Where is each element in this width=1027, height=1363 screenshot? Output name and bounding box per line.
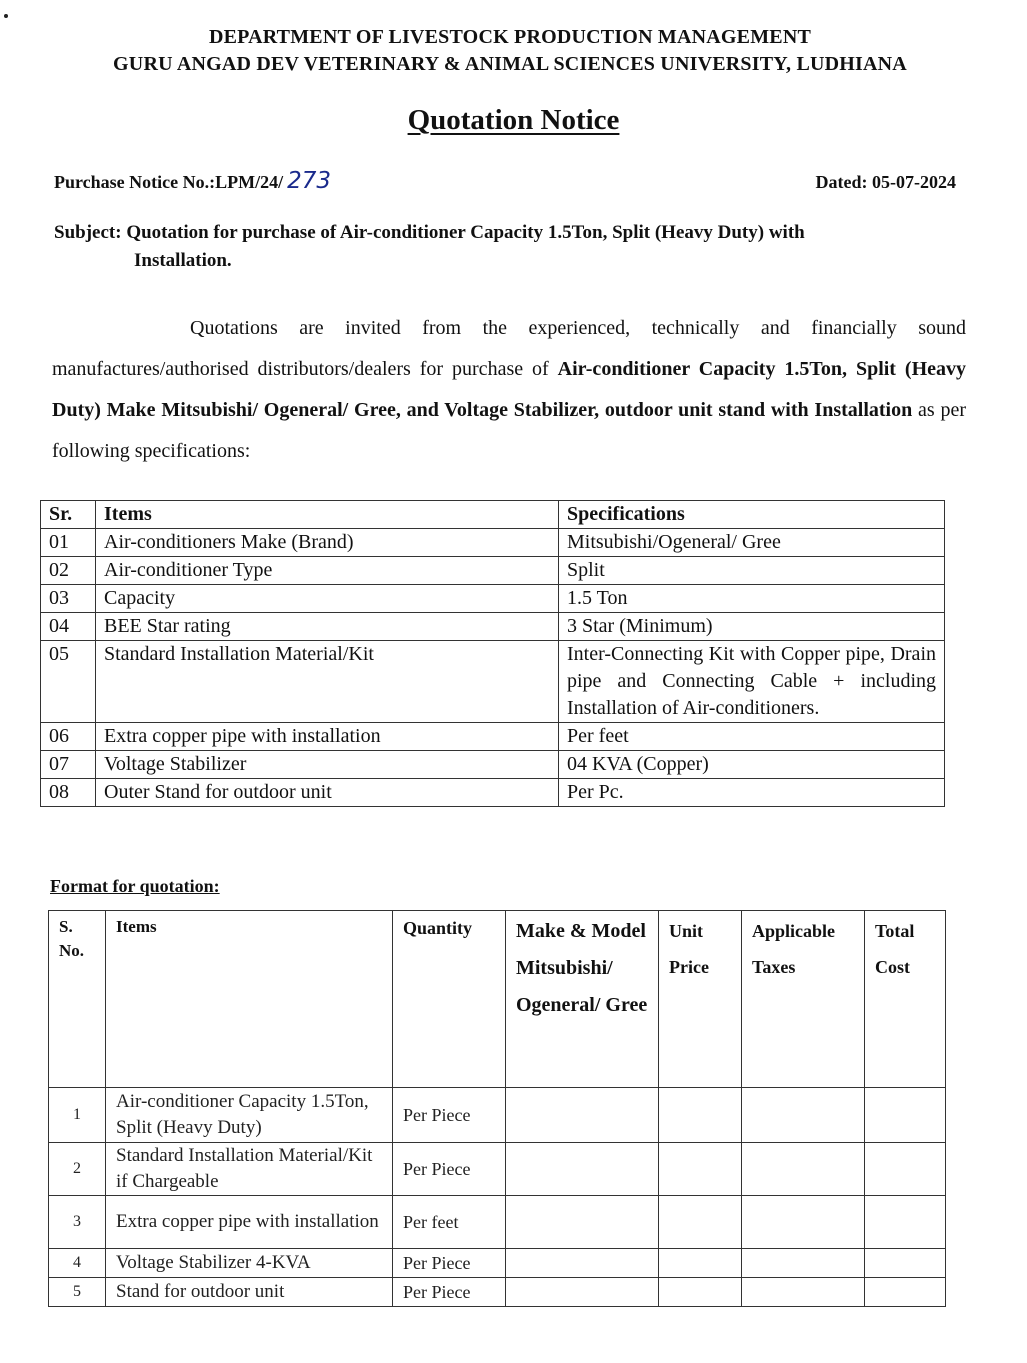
purchase-notice-number [54, 168, 331, 194]
spec-row [41, 529, 945, 557]
quote-sno: 3 [49, 1196, 106, 1249]
notice-row [54, 168, 956, 194]
letterhead [60, 24, 960, 78]
quote-total-cell[interactable] [865, 1088, 946, 1143]
spec-value: 3 Star (Minimum) [559, 613, 945, 641]
quote-item: Extra copper pipe with installation [106, 1196, 393, 1249]
quote-taxes-cell[interactable] [742, 1088, 865, 1143]
quote-quantity: Per Piece [393, 1249, 506, 1278]
university-name: GURU ANGAD DEV VETERINARY & ANIMAL SCIENCES UNIVERSITY, LUDHIANA [113, 53, 907, 75]
quote-header-make-model: Make & Model Mitsubishi/ Ogeneral/ Gree [506, 911, 659, 1088]
quote-row [49, 1143, 946, 1196]
quote-item: Stand for outdoor unit [106, 1278, 393, 1307]
quote-header-unit-price: Unit Price [659, 911, 742, 1088]
quote-sno: 4 [49, 1249, 106, 1278]
quote-unit-price-cell[interactable] [659, 1088, 742, 1143]
subject-label: Subject: [54, 222, 122, 243]
scan-mark [4, 14, 8, 18]
quote-row [49, 1196, 946, 1249]
quote-quantity: Per feet [393, 1196, 506, 1249]
quote-header-taxes: Applicable Taxes [742, 911, 865, 1088]
quote-unit-price-cell[interactable] [659, 1143, 742, 1196]
quote-taxes-cell[interactable] [742, 1249, 865, 1278]
spec-sr: 02 [41, 557, 96, 585]
quote-sno: 2 [49, 1143, 106, 1196]
quote-total-cell[interactable] [865, 1278, 946, 1307]
quote-taxes-cell[interactable] [742, 1143, 865, 1196]
quote-total-cell[interactable] [865, 1196, 946, 1249]
spec-item: Extra copper pipe with installation [96, 723, 559, 751]
subject-block [54, 219, 959, 275]
handwritten-number: 273 [287, 168, 332, 194]
subject-line-1: Quotation for purchase of Air-conditioner Capacity 1.5Ton, Split (Heavy Duty) with [126, 222, 805, 243]
intro-part-1: Quotations are invited from the experienced, technically and financially sound manufactures/authorised distributors/dealers for purchase of [52, 317, 966, 380]
quote-taxes-cell[interactable] [742, 1278, 865, 1307]
quote-item: Standard Installation Material/Kit if Chargeable [106, 1143, 393, 1196]
spec-item: Standard Installation Material/Kit [96, 641, 559, 723]
spec-row [41, 557, 945, 585]
spec-row [41, 641, 945, 723]
spec-row [41, 613, 945, 641]
quote-total-cell[interactable] [865, 1143, 946, 1196]
subject-line-2: Installation. [134, 250, 232, 271]
quote-quantity: Per Piece [393, 1143, 506, 1196]
quote-taxes-cell[interactable] [742, 1196, 865, 1249]
quote-make-model-cell[interactable] [506, 1278, 659, 1307]
spec-value: Split [559, 557, 945, 585]
spec-header-specifications: Specifications [559, 501, 945, 529]
spec-value: Inter-Connecting Kit with Copper pipe, Drain pipe and Connecting Cable + including Installation of Air-conditioners. [559, 641, 945, 723]
notice-date: Dated: 05-07-2024 [815, 172, 956, 192]
quote-unit-price-cell[interactable] [659, 1249, 742, 1278]
spec-value: Per Pc. [559, 779, 945, 807]
notice-label: Purchase Notice No.:LPM/24/ [54, 172, 284, 192]
quote-header-quantity: Quantity [393, 911, 506, 1088]
spec-header-items: Items [96, 501, 559, 529]
intro-bold: Air-conditioner Capacity 1.5Ton, Split (Heavy Duty) Make Mitsubishi/ Ogeneral/ Gree, and Voltage Stabilizer, outdoor unit stand with Installation [52, 358, 966, 421]
quote-header-total-cost: Total Cost [865, 911, 946, 1088]
quote-make-model-cell[interactable] [506, 1143, 659, 1196]
quote-quantity: Per Piece [393, 1278, 506, 1307]
spec-value: 04 KVA (Copper) [559, 751, 945, 779]
specifications-table [40, 500, 945, 807]
spec-header-row [41, 501, 945, 529]
spec-value: Per feet [559, 723, 945, 751]
spec-sr: 04 [41, 613, 96, 641]
spec-header-sr: Sr. [41, 501, 96, 529]
spec-item: Capacity [96, 585, 559, 613]
spec-row [41, 779, 945, 807]
quote-total-cell[interactable] [865, 1249, 946, 1278]
spec-row [41, 751, 945, 779]
quotation-format-table [48, 910, 946, 1307]
spec-sr: 05 [41, 641, 96, 723]
spec-sr: 07 [41, 751, 96, 779]
quote-header-sno: S. No. [49, 911, 106, 1088]
quote-make-model-cell[interactable] [506, 1196, 659, 1249]
quote-sno: 5 [49, 1278, 106, 1307]
department-name: DEPARTMENT OF LIVESTOCK PRODUCTION MANAGEMENT [208, 26, 812, 48]
page-title: Quotation Notice [407, 104, 620, 136]
spec-sr: 03 [41, 585, 96, 613]
intro-paragraph [52, 308, 966, 472]
quote-header-row [49, 911, 946, 1088]
spec-item: Outer Stand for outdoor unit [96, 779, 559, 807]
spec-sr: 01 [41, 529, 96, 557]
quote-unit-price-cell[interactable] [659, 1196, 742, 1249]
quote-sno: 1 [49, 1088, 106, 1143]
quote-quantity: Per Piece [393, 1088, 506, 1143]
spec-item: Air-conditioners Make (Brand) [96, 529, 559, 557]
quote-item: Voltage Stabilizer 4-KVA [106, 1249, 393, 1278]
format-heading: Format for quotation: [50, 876, 220, 896]
spec-item: Voltage Stabilizer [96, 751, 559, 779]
quote-make-model-cell[interactable] [506, 1249, 659, 1278]
quote-make-model-cell[interactable] [506, 1088, 659, 1143]
quote-unit-price-cell[interactable] [659, 1278, 742, 1307]
quote-row [49, 1278, 946, 1307]
spec-value: Mitsubishi/Ogeneral/ Gree [559, 529, 945, 557]
spec-sr: 06 [41, 723, 96, 751]
intro-part-2: as per following specifications: [52, 399, 966, 462]
spec-row [41, 585, 945, 613]
quote-row [49, 1249, 946, 1278]
spec-item: Air-conditioner Type [96, 557, 559, 585]
quote-row [49, 1088, 946, 1143]
quote-header-items: Items [106, 911, 393, 1088]
spec-row [41, 723, 945, 751]
spec-value: 1.5 Ton [559, 585, 945, 613]
spec-sr: 08 [41, 779, 96, 807]
spec-item: BEE Star rating [96, 613, 559, 641]
quote-item: Air-conditioner Capacity 1.5Ton, Split (Heavy Duty) [106, 1088, 393, 1143]
